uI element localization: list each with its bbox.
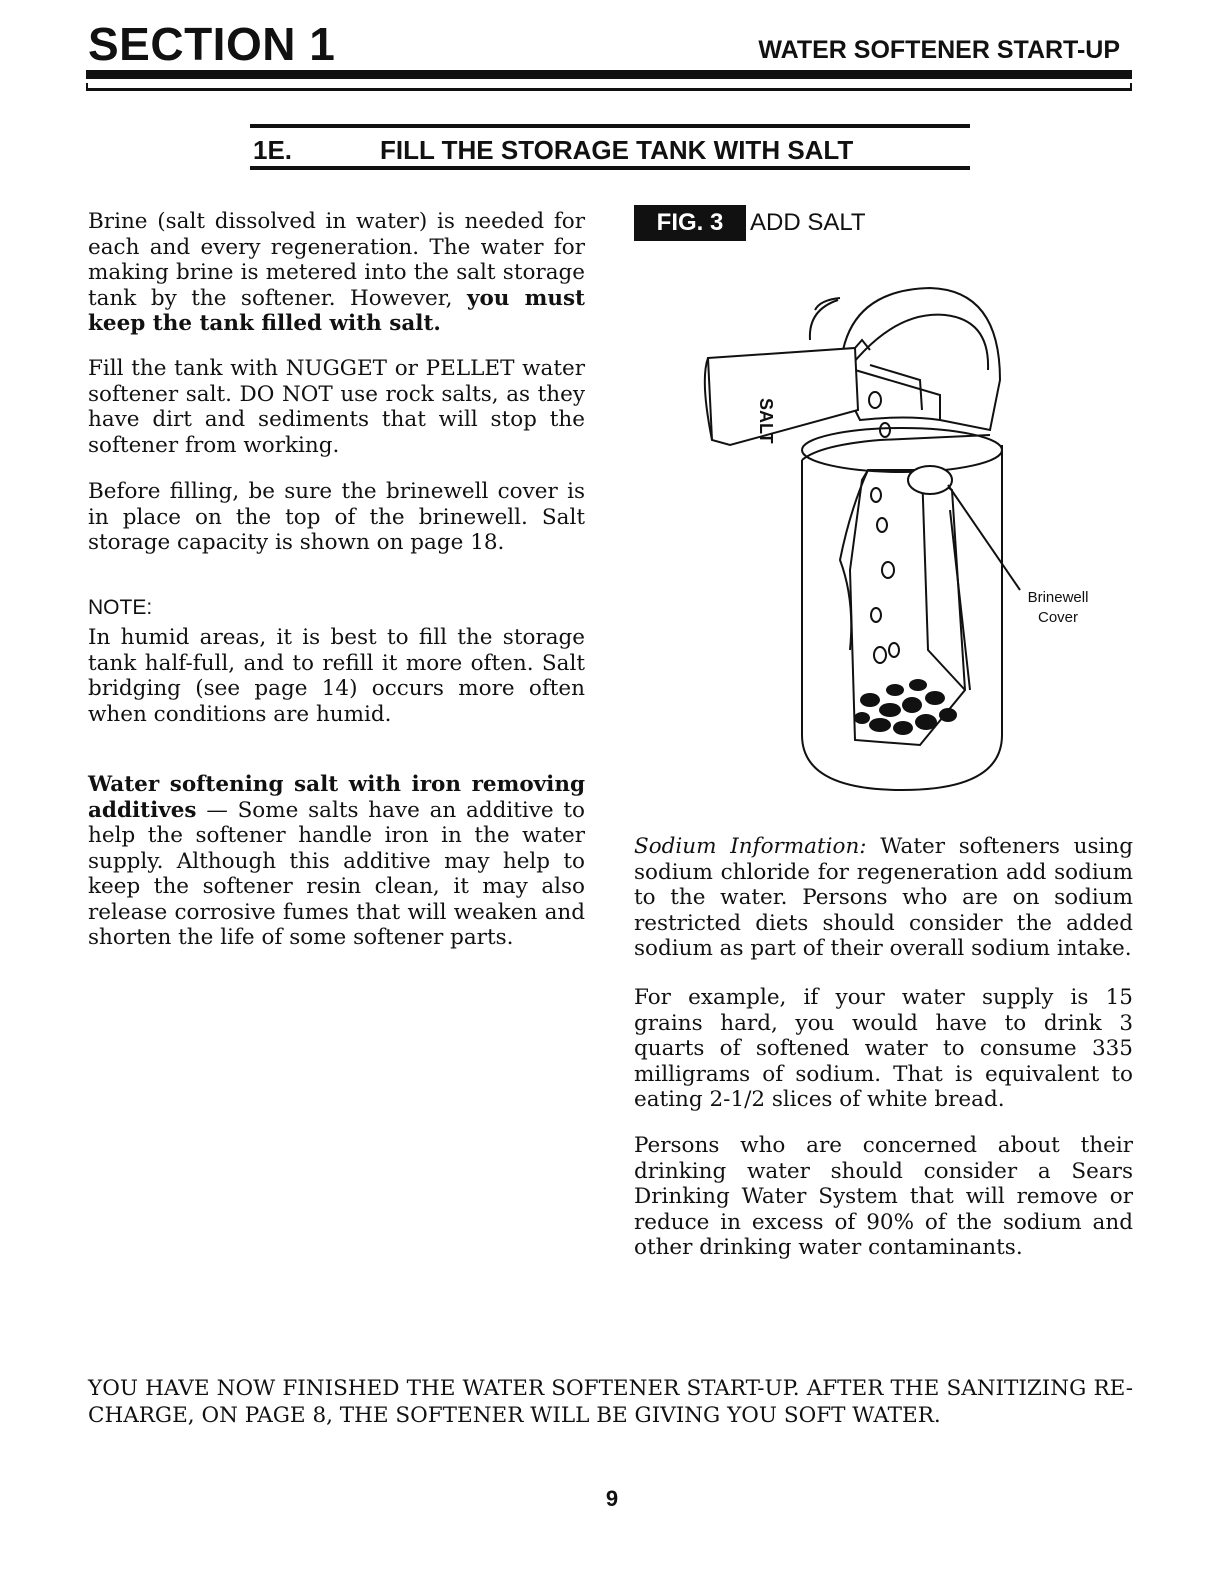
- subsection-title: FILL THE STORAGE TANK WITH SALT: [380, 135, 854, 165]
- salt-pellets: [854, 679, 957, 735]
- paragraph-brine-emphasis: you must keep the tank filled with salt.: [88, 285, 585, 336]
- salt-bag-label: SALT: [756, 398, 776, 444]
- subsection-number: 1E.: [253, 135, 293, 165]
- salt-bag: [708, 348, 858, 445]
- paragraph-sodium-info: [634, 834, 1133, 962]
- tank-lid: [840, 288, 1000, 430]
- paragraph-brinewell-text: Before filling, be sure the brinewell cover is in place on the top of the brinewell. Salt storage capacity is shown on page 18.: [88, 479, 585, 555]
- brinewell-label-line1: Brinewell: [1027, 589, 1089, 606]
- paragraph-sodium-example-text: For example, if your water supply is 15 grains hard, you would have to drink 3 quarts of softened water to consume 335 milligrams of sodium. That is equivalent to eating 2-1/2 slices of white bread.: [634, 985, 1133, 1112]
- final-notice: YOU HAVE NOW FINISHED THE WATER SOFTENER START-UP. AFTER THE SANITIZING RE-CHARGE, ON PAGE 8, THE SOFTENER WILL BE GIVING YOU SOFT WATER.: [88, 1376, 1133, 1428]
- paragraph-drinking-water: [634, 1133, 1133, 1261]
- tank-opening: [802, 428, 1002, 472]
- paragraph-brine: [88, 209, 585, 337]
- paragraph-note-text: In humid areas, it is best to fill the storage tank half-full, and to refill it more often. Salt bridging (see page 14) occurs more often when conditions are humid.: [88, 625, 585, 727]
- paragraph-note: [88, 625, 585, 727]
- paragraph-drinking-water-text: Persons who are concerned about their drinking water should consider a Sears Drinking Water System that will remove or reduce in excess of 90% of the sodium and other drinking water contaminants.: [634, 1133, 1133, 1260]
- paragraph-sodium-info-heading: Sodium Information:: [634, 834, 867, 859]
- paragraph-iron-additive-text: — Some salts have an additive to help the softener handle iron in the water supply. Although this additive may help to keep the softener resin clean, it may also release corrosive fumes that will weaken and shorten the life of some softener parts.: [88, 797, 585, 950]
- section-title: SECTION 1: [88, 18, 336, 70]
- figure-badge: FIG. 3: [634, 205, 746, 241]
- brinewell-label-line2: Cover: [1037, 609, 1078, 626]
- header-rule-thin: [86, 83, 1132, 91]
- paragraph-iron-additive-heading: Water softening salt with iron removing additives: [88, 772, 585, 823]
- note-heading: NOTE:: [88, 596, 153, 619]
- figure-caption: ADD SALT: [750, 209, 866, 236]
- section-subtitle: WATER SOFTENER START-UP: [758, 36, 1120, 64]
- water-softener-illustration: [690, 270, 1120, 810]
- brinewell-cover: [908, 466, 952, 494]
- paragraph-brinewell: [88, 479, 585, 556]
- subsection-rule-bottom: [250, 166, 970, 170]
- brinewell-cover-label: [1018, 588, 1098, 628]
- paragraph-iron-additive: [88, 772, 585, 951]
- paragraph-salt-type: [88, 356, 585, 458]
- tank-body: [802, 445, 1002, 790]
- paragraph-salt-type-text: Fill the tank with NUGGET or PELLET water softener salt. DO NOT use rock salts, as they have dirt and sediments that will stop the softener from working.: [88, 356, 585, 458]
- tank-rim: [802, 435, 990, 460]
- page-number: 9: [605, 1486, 619, 1511]
- paragraph-brine-text: Brine (salt dissolved in water) is needed for each and every regeneration. The water for making brine is metered into the salt storage tank by the softener. However,: [88, 209, 585, 311]
- paragraph-sodium-info-text: Water softeners using sodium chloride for regeneration add sodium to the water. Persons who are on sodium restricted diets should consider the added sodium as part of their overall sodium intake.: [634, 834, 1133, 961]
- header-rule-thick: [86, 70, 1132, 79]
- subsection-rule-top: [250, 124, 970, 128]
- paragraph-sodium-example: [634, 985, 1133, 1113]
